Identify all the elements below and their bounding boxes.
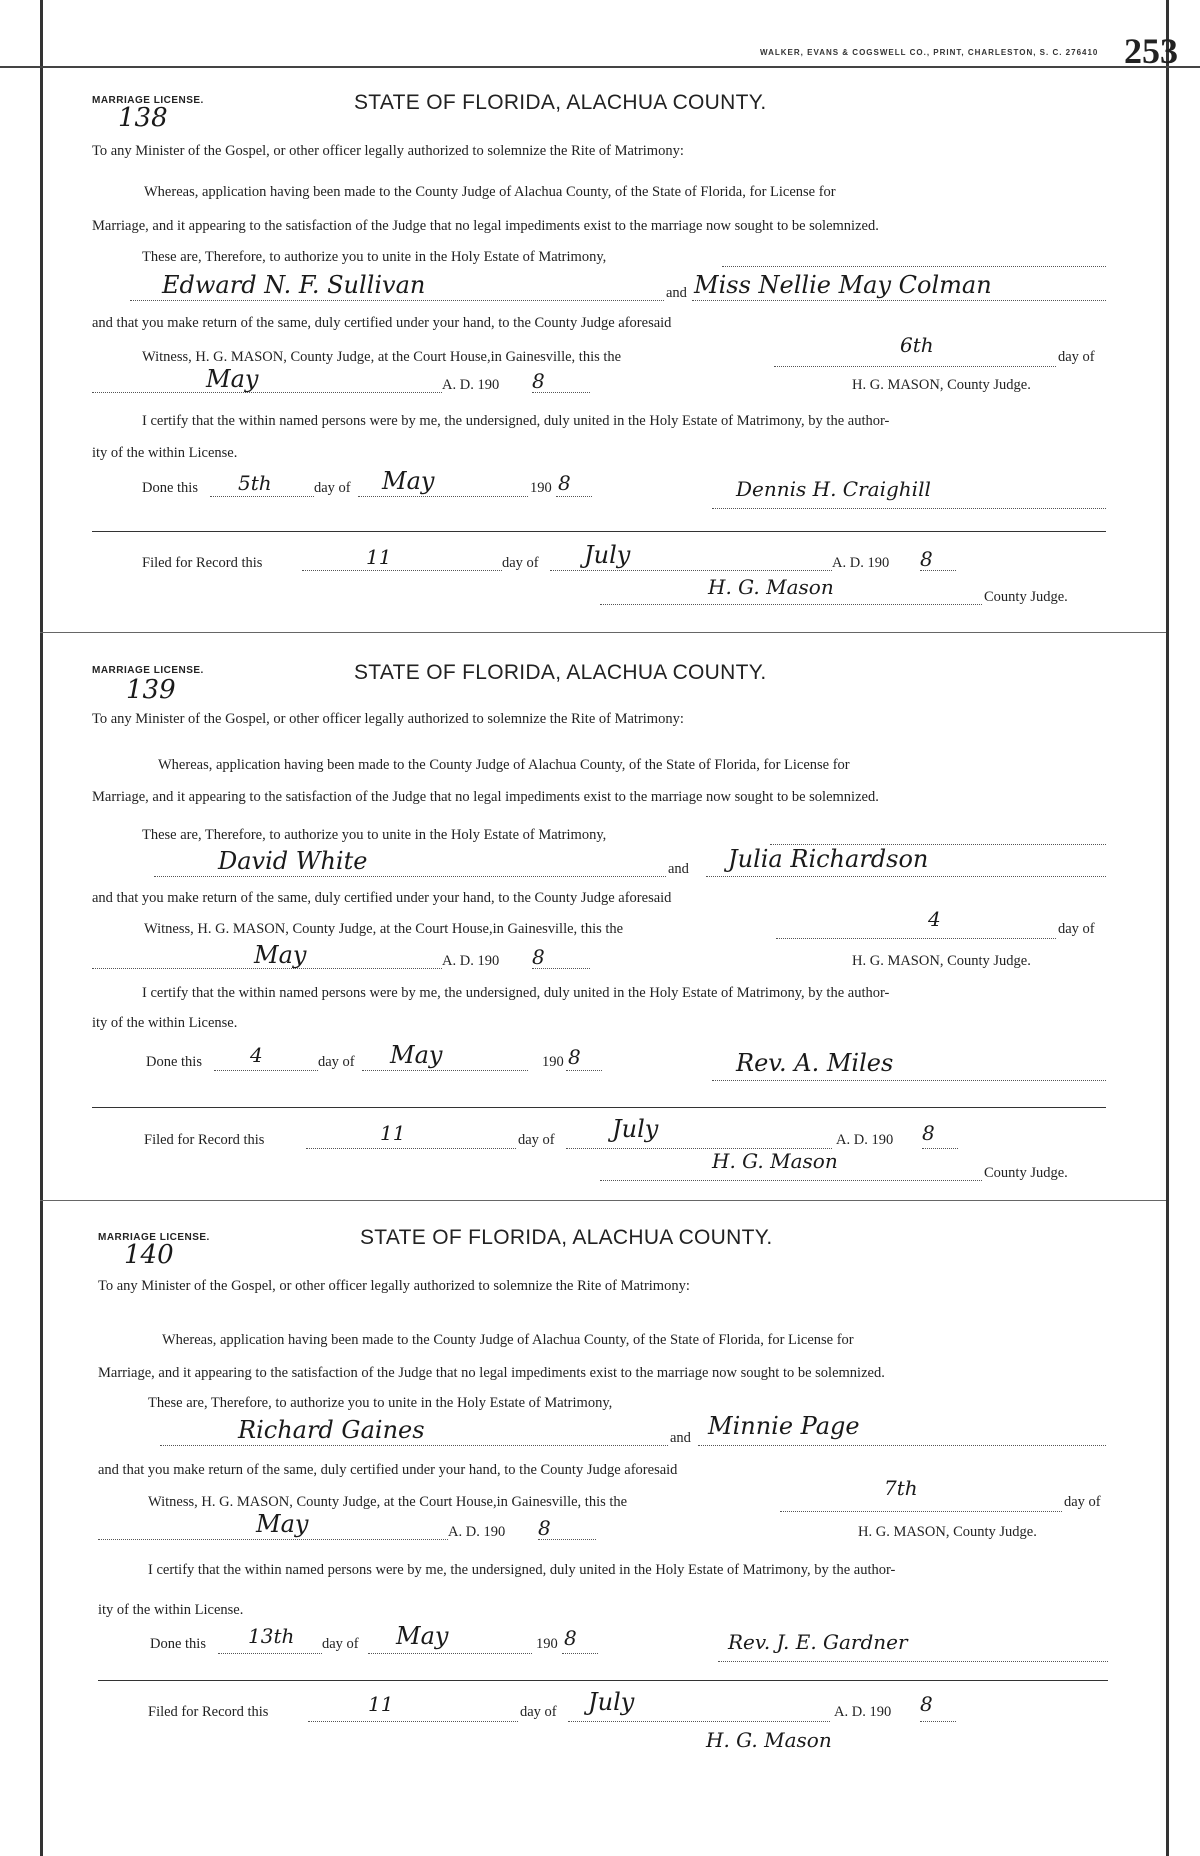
witness-line: Witness, H. G. MASON, County Judge, at the Court House,in Gainesville, this the [142,349,622,365]
filed-month: July [584,541,631,569]
bride-name: Julia Richardson [728,845,929,873]
done-month: May [390,1041,443,1069]
filed-day: 11 [380,1121,406,1145]
address-line: To any Minister of the Gospel, or other officer legally authorized to solemnize the Rite of Matrimony: [92,711,684,727]
day-of-label: day of [322,1636,359,1652]
dotted-line [368,1652,532,1654]
dotted-line [698,1444,1106,1446]
witness-line: Witness, H. G. MASON, County Judge, at the Court House,in Gainesville, this the [148,1494,628,1510]
dotted-line [358,495,528,497]
dotted-line [600,603,982,605]
left-margin-rule [40,0,43,1856]
filed-label: Filed for Record this [142,555,263,571]
whereas-line-2: Marriage, and it appearing to the satisfaction of the Judge that no legal impediments exist to the marriage now sought to be solemnized. [92,789,879,805]
done-month: May [396,1622,449,1650]
done-day: 4 [250,1043,263,1067]
dotted-line [566,1069,602,1071]
whereas-line-2: Marriage, and it appearing to the satisfaction of the Judge that no legal impediments exist to the marriage now sought to be solemnized. [92,218,879,234]
whereas-line-1: Whereas, application having been made to the County Judge of Alachua County, of the State of Florida, for License for [158,757,850,773]
officiant-signature: Rev. A. Miles [736,1049,894,1077]
dotted-line [98,1538,448,1540]
ad-label: A. D. 190 [442,377,500,393]
these-are-line: These are, Therefore, to authorize you to unite in the Holy Estate of Matrimony, [142,249,607,265]
dotted-line [532,967,590,969]
and-word: and [666,285,687,301]
dotted-line [210,495,314,497]
ad-label: A. D. 190 [834,1704,892,1720]
day-of-label: day of [1064,1494,1101,1510]
license-separator [40,632,1166,633]
witness-year: 8 [538,1516,551,1540]
dotted-line [362,1069,528,1071]
these-are-line: These are, Therefore, to authorize you to unite in the Holy Estate of Matrimony, [148,1395,613,1411]
address-line: To any Minister of the Gospel, or other officer legally authorized to solemnize the Rite of Matrimony: [92,143,684,159]
dotted-line [692,299,1106,301]
year-prefix: 190 [542,1054,564,1070]
ad-label: A. D. 190 [836,1132,894,1148]
witness-month: May [256,1510,309,1538]
dotted-line [538,1538,596,1540]
dotted-line [160,1444,668,1446]
return-line: and that you make return of the same, duly certified under your hand, to the County Judge aforesaid [92,890,672,906]
day-of-label: day of [520,1704,557,1720]
done-year: 8 [568,1045,581,1069]
judge-signature-print: H. G. MASON, County Judge. [852,377,1031,393]
done-year: 8 [564,1626,577,1650]
filed-month: July [588,1688,635,1716]
section-divider [98,1680,1108,1681]
certify-line-2: ity of the within License. [92,445,238,461]
filed-day: 11 [368,1692,394,1716]
whereas-line-2: Marriage, and it appearing to the satisfaction of the Judge that no legal impediments exist to the marriage now sought to be solemnized. [98,1365,885,1381]
county-judge-label: County Judge. [984,589,1068,605]
groom-name: Edward N. F. Sullivan [162,271,426,299]
return-line: and that you make return of the same, duly certified under your hand, to the County Judge aforesaid [92,315,672,331]
whereas-line-1: Whereas, application having been made to the County Judge of Alachua County, of the State of Florida, for License for [144,184,836,200]
dotted-line [722,265,1106,267]
bride-name: Minnie Page [708,1412,860,1440]
day-of-label: day of [518,1132,555,1148]
dotted-line [920,569,956,571]
return-line: and that you make return of the same, duly certified under your hand, to the County Judge aforesaid [98,1462,678,1478]
filed-year: 8 [922,1121,935,1145]
judge-signature-print: H. G. MASON, County Judge. [852,953,1031,969]
dotted-line [130,299,664,301]
groom-name: David White [218,847,368,875]
filed-year: 8 [920,547,933,571]
done-this-label: Done this [146,1054,202,1070]
day-of-label: day of [1058,349,1095,365]
done-day: 13th [248,1624,295,1648]
day-of-label: day of [1058,921,1095,937]
dotted-line [780,1510,1062,1512]
clerk-signature: H. G. Mason [706,1728,832,1752]
dotted-line [706,875,1106,877]
day-of-label: day of [314,480,351,496]
county-judge-label: County Judge. [984,1165,1068,1181]
address-line: To any Minister of the Gospel, or other officer legally authorized to solemnize the Rite of Matrimony: [98,1278,690,1294]
officiant-signature: Rev. J. E. Gardner [728,1630,908,1654]
done-this-label: Done this [142,480,198,496]
dotted-line [922,1147,958,1149]
printer-imprint: WALKER, EVANS & COGSWELL CO., PRINT, CHARLESTON, S. C. 276410 [760,48,1099,57]
dotted-line [712,1079,1106,1081]
dotted-line [562,1652,598,1654]
dotted-line [920,1720,956,1722]
license-separator [40,1200,1166,1201]
certify-line-1: I certify that the within named persons were by me, the undersigned, duly united in the Holy Estate of Matrimony, by the author- [142,413,890,429]
groom-name: Richard Gaines [238,1416,425,1444]
and-word: and [668,861,689,877]
certify-line-2: ity of the within License. [92,1015,238,1031]
filed-month: July [612,1115,659,1143]
section-divider [92,1107,1106,1108]
dotted-line [218,1652,322,1654]
witness-month: May [254,941,307,969]
dotted-line [306,1147,516,1149]
license-number: 140 [124,1240,174,1270]
and-word: and [670,1430,691,1446]
these-are-line: These are, Therefore, to authorize you to unite in the Holy Estate of Matrimony, [142,827,607,843]
certify-line-2: ity of the within License. [98,1602,244,1618]
done-this-label: Done this [150,1636,206,1652]
dotted-line [302,569,502,571]
filed-label: Filed for Record this [148,1704,269,1720]
dotted-line [712,507,1106,509]
license-label: MARRIAGE LICENSE. [92,95,204,106]
license-label: MARRIAGE LICENSE. [92,665,204,676]
dotted-line [154,875,666,877]
done-year: 8 [558,471,571,495]
top-rule [0,66,1200,68]
dotted-line [568,1720,830,1722]
certify-line-1: I certify that the within named persons were by me, the undersigned, duly united in the Holy Estate of Matrimony, by the author- [148,1562,896,1578]
witness-day: 7th [884,1476,918,1500]
dotted-line [550,569,832,571]
clerk-signature: H. G. Mason [708,575,834,599]
clerk-signature: H. G. Mason [712,1149,838,1173]
witness-day: 4 [928,907,941,931]
license-label: MARRIAGE LICENSE. [98,1232,210,1243]
dotted-line [556,495,592,497]
ad-label: A. D. 190 [448,1524,506,1540]
whereas-line-1: Whereas, application having been made to the County Judge of Alachua County, of the State of Florida, for License for [162,1332,854,1348]
witness-year: 8 [532,369,545,393]
done-month: May [382,467,435,495]
section-divider [92,531,1106,532]
filed-year: 8 [920,1692,933,1716]
filed-label: Filed for Record this [144,1132,265,1148]
day-of-label: day of [318,1054,355,1070]
dotted-line [92,391,442,393]
officiant-signature: Dennis H. Craighill [736,477,931,501]
license-number: 138 [118,103,168,133]
state-title: STATE OF FLORIDA, ALACHUA COUNTY. [360,1226,773,1249]
dotted-line [600,1179,982,1181]
witness-day: 6th [900,333,934,357]
filed-day: 11 [366,545,392,569]
right-margin-rule [1166,0,1169,1856]
done-day: 5th [238,471,272,495]
ad-label: A. D. 190 [442,953,500,969]
state-title: STATE OF FLORIDA, ALACHUA COUNTY. [354,91,767,114]
page-number: 253 [1124,31,1178,71]
dotted-line [774,365,1056,367]
year-prefix: 190 [530,480,552,496]
state-title: STATE OF FLORIDA, ALACHUA COUNTY. [354,661,767,684]
witness-line: Witness, H. G. MASON, County Judge, at the Court House,in Gainesville, this the [144,921,624,937]
dotted-line [718,1660,1108,1662]
dotted-line [532,391,590,393]
dotted-line [308,1720,518,1722]
judge-signature-print: H. G. MASON, County Judge. [858,1524,1037,1540]
witness-month: May [206,365,259,393]
day-of-label: day of [502,555,539,571]
license-number: 139 [126,675,176,705]
witness-year: 8 [532,945,545,969]
dotted-line [776,937,1056,939]
year-prefix: 190 [536,1636,558,1652]
certify-line-1: I certify that the within named persons were by me, the undersigned, duly united in the Holy Estate of Matrimony, by the author- [142,985,890,1001]
ad-label: A. D. 190 [832,555,890,571]
bride-name: Miss Nellie May Colman [694,271,992,299]
dotted-line [214,1069,318,1071]
